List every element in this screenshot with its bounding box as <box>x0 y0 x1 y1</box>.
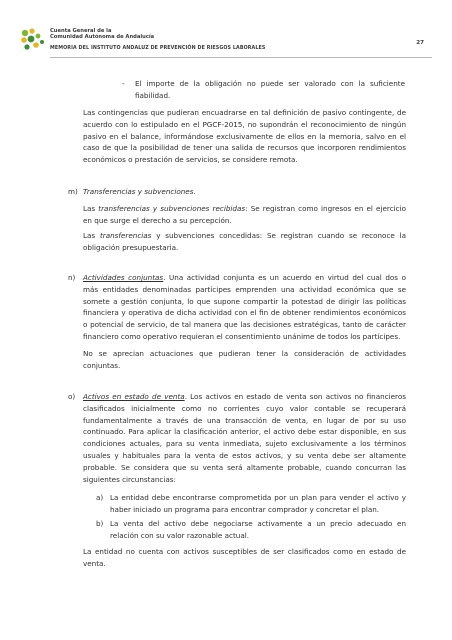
m2-lead: Las <box>83 231 100 240</box>
section-o-paragraph-1 <box>83 391 406 485</box>
m2-rest: y subvenciones concedidas: Se registran cuando se reconoce la obligación presupuestaria. <box>83 231 406 252</box>
page-number: 27 <box>416 40 424 46</box>
page-header <box>20 22 432 62</box>
section-m-heading: Transferencias y subvenciones. <box>83 187 196 196</box>
o1-rest: . Los activos en estado de venta son activos no financieros clasificados inicialmente como no corrientes cuyo valor contable se recuperará fundamentalmente a través de una transacción de venta, en lugar de por su uso continuado. Para aplicar la clasificación anterior, el activo debe estar disponible, en sus condiciones actuales, para su venta inmediata, sujeto exclusivamente a los términos usuales y habituales para la venta de estos activos, y su venta debe ser altamente probable. Se considera que su venta será altamente probable, cuando concurran las siguientes circunstancias: <box>83 392 406 484</box>
o-heading: Activos en estado de venta <box>83 392 185 401</box>
section-m-marker: m) <box>68 187 78 196</box>
section-m-paragraph-1 <box>83 203 406 227</box>
org-line-1: Cuenta General de la <box>50 28 112 34</box>
header-rule <box>50 57 432 58</box>
section-o-paragraph-2: La entidad no cuenta con activos susceptibles de ser clasificados como en estado de venta. <box>83 547 406 568</box>
section-m-paragraph-2 <box>83 230 406 254</box>
logo-icon <box>20 28 46 52</box>
item-b-marker: b) <box>96 519 104 528</box>
org-name <box>50 28 154 41</box>
paragraph-contingencias: Las contingencias que pudieran encuadrarse en tal definición de pasivo contingente, de acuerdo con lo estipulado en el PGCF-2015, no supondrán el reconocimiento de ningún pasivo en el balance, informándose exclusivamente de ellos en la memoria, salvo en el caso de que la posibilidad de tener una salida de recursos que incorporen rendimientos económicos o prestación de servicios, se considere remota. <box>83 108 406 165</box>
report-title: MEMORIA DEL INSTITUTO ANDALUZ DE PREVENCIÓN DE RIESGOS LABORALES <box>50 46 266 51</box>
m1-rest: : Se registran como ingresos en el ejercicio en que surge el derecho a su percepción. <box>83 204 406 225</box>
item-b-text: La venta del activo debe negociarse activamente a un precio adecuado en relación con su valor razonable actual. <box>110 519 406 540</box>
n-heading: Actividades conjuntas <box>83 273 164 282</box>
org-line-2: Comunidad Autónoma de Andalucía <box>50 34 155 41</box>
list-dash: - <box>122 79 125 88</box>
list-item-fiabilidad: El importe de la obligación no puede ser valorado con la suficiente fiabilidad. <box>135 79 405 100</box>
m1-italic: transferencias y subvenciones recibidas <box>98 204 246 213</box>
m1-lead: Las <box>83 204 99 213</box>
section-n-paragraph-1 <box>83 272 406 343</box>
section-o-marker: o) <box>68 392 76 401</box>
section-n-marker: n) <box>68 273 76 282</box>
m2-italic: transferencias <box>99 231 152 240</box>
item-a-text: La entidad debe encontrarse comprometida por un plan para vender el activo y haber iniciado un programa para encontrar comprador y concretar el plan. <box>110 493 406 514</box>
section-n-paragraph-2: No se aprecian actuaciones que pudieran tener la consideración de actividades conjuntas. <box>83 349 406 370</box>
item-a-marker: a) <box>96 493 104 502</box>
n1-rest: . Una actividad conjunta es un acuerdo en virtud del cual dos o más entidades denominadas partícipes emprenden una actividad económica que se somete a gestión conjunta, lo que supone compartir la potestad de dirigir las políticas financiera y operativa de dicha actividad con el fin de obtener rendimientos económicos o potencial de servicio, de tal manera que las decisiones estratégicas, tanto de carácter financiero como operativo requieran el consentimiento unánime de todos los partícipes. <box>83 273 406 341</box>
